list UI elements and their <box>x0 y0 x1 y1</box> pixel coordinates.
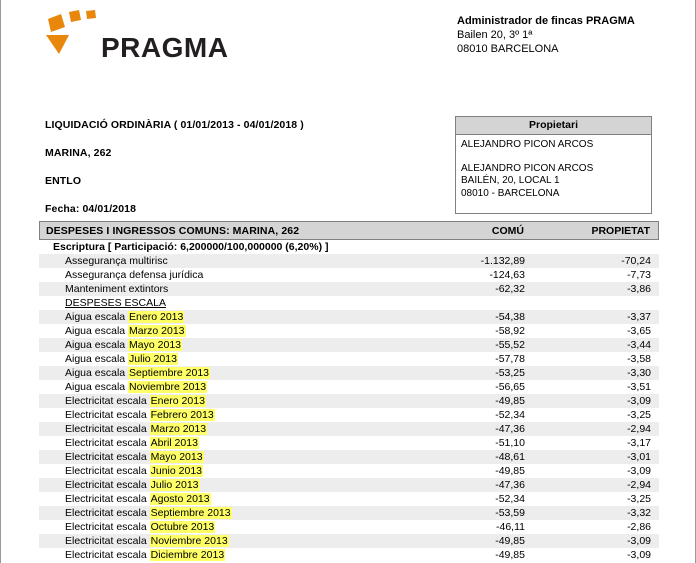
row-label-text: Electricitat escala <box>65 423 150 435</box>
row-label <box>39 549 421 561</box>
row-label-highlight: Marzo 2013 <box>150 423 207 435</box>
liquidation-date: Fecha: 04/01/2018 <box>45 203 137 215</box>
row-label <box>39 493 421 505</box>
table-row <box>39 282 659 296</box>
expenses-table-header <box>39 221 659 240</box>
row-label <box>39 437 421 449</box>
owner-name: ALEJANDRO PICON ARCOS <box>461 139 594 150</box>
administrator-address: Bailen 20, 3º 1ª <box>457 29 533 41</box>
row-value-propietat: -2,86 <box>627 521 651 533</box>
row-value-comu: -56,65 <box>495 381 525 393</box>
table-section-header <box>39 296 659 310</box>
row-value-comu: -53,59 <box>495 507 525 519</box>
expenses-rows <box>39 254 659 562</box>
row-label-highlight: Marzo 2013 <box>129 325 185 337</box>
row-label-text: Electricitat escala <box>65 535 150 547</box>
row-label <box>39 353 421 365</box>
table-row <box>39 352 659 366</box>
row-label: Manteniment extintors <box>65 283 169 295</box>
liquidation-info <box>45 118 304 230</box>
row-label-text: Aigua escala <box>65 339 129 351</box>
row-label-highlight: Agosto 2013 <box>150 493 210 505</box>
table-row <box>39 520 659 534</box>
row-value-propietat: -3,25 <box>627 409 651 421</box>
table-row <box>39 366 659 380</box>
row-label-text: Aigua escala <box>65 325 129 337</box>
row-value-comu: -48,61 <box>495 451 525 463</box>
column-header-propietat: PROPIETAT <box>591 224 650 237</box>
row-value-comu: -51,10 <box>495 437 525 449</box>
row-value-comu: -47,36 <box>495 479 525 491</box>
row-label-text: Aigua escala <box>65 353 129 365</box>
row-value-propietat: -70,24 <box>621 255 651 267</box>
row-label-highlight: Julio 2013 <box>129 353 177 365</box>
row-label: Assegurança multirisc <box>65 255 168 267</box>
administrator-name: Administrador de fincas PRAGMA <box>457 15 635 27</box>
row-value-propietat: -3,09 <box>627 549 651 561</box>
row-value-comu: -49,85 <box>495 549 525 561</box>
table-row <box>39 492 659 506</box>
row-value-comu: -58,92 <box>495 325 525 337</box>
row-value-comu: -47,36 <box>495 423 525 435</box>
row-value-comu: -124,63 <box>489 269 525 281</box>
row-label-text: Electricitat escala <box>65 409 150 421</box>
row-label-highlight: Mayo 2013 <box>129 339 181 351</box>
owner-street: BAILÉN, 20, LOCAL 1 <box>461 175 560 186</box>
table-row <box>39 534 659 548</box>
row-value-propietat: -3,44 <box>627 339 651 351</box>
table-row <box>39 464 659 478</box>
row-value-propietat: -3,37 <box>627 311 651 323</box>
row-label <box>39 465 421 477</box>
row-label-highlight: Septiembre 2013 <box>129 367 210 379</box>
row-label-highlight: Noviembre 2013 <box>129 381 207 393</box>
row-label <box>39 409 421 421</box>
row-value-propietat: -2,94 <box>627 479 651 491</box>
escriptura-label: Escriptura [ Participació: 6,200000/100,000000 (6,20%) ] <box>53 241 329 253</box>
row-label-text: Electricitat escala <box>65 521 150 533</box>
row-label: Assegurança defensa jurídica <box>65 269 204 281</box>
owner-box-body <box>456 135 651 213</box>
row-label-highlight: Julio 2013 <box>150 479 199 491</box>
table-row-escriptura <box>39 240 659 254</box>
row-label-text: Electricitat escala <box>65 451 150 463</box>
row-value-propietat: -2,94 <box>627 423 651 435</box>
liquidation-floor: ENTLO <box>45 175 82 187</box>
liquidation-address: MARINA, 262 <box>45 147 112 159</box>
table-row <box>39 436 659 450</box>
row-value-propietat: -3,25 <box>627 493 651 505</box>
table-row <box>39 338 659 352</box>
table-row <box>39 268 659 282</box>
section-label: DESPESES ESCALA <box>65 297 166 309</box>
row-label-highlight: Septiembre 2013 <box>150 507 231 519</box>
row-label-text: Electricitat escala <box>65 507 150 519</box>
administrator-city: 08010 BARCELONA <box>457 43 559 55</box>
row-value-propietat: -3,09 <box>627 535 651 547</box>
row-value-propietat: -7,73 <box>627 269 651 281</box>
row-value-propietat: -3,01 <box>627 451 651 463</box>
row-label-text: Electricitat escala <box>65 465 150 477</box>
liquidation-title: LIQUIDACIÓ ORDINÀRIA ( 01/01/2013 - 04/01/2018 ) <box>45 119 304 131</box>
row-value-propietat: -3,65 <box>627 325 651 337</box>
row-value-comu: -62,32 <box>495 283 525 295</box>
table-row <box>39 548 659 562</box>
row-label <box>39 479 421 491</box>
row-value-comu: -1.132,89 <box>480 255 525 267</box>
row-value-propietat: -3,09 <box>627 395 651 407</box>
row-value-propietat: -3,30 <box>627 367 651 379</box>
row-value-comu: -52,34 <box>495 493 525 505</box>
row-label <box>39 367 421 379</box>
row-label <box>39 311 421 323</box>
row-label-highlight: Mayo 2013 <box>150 451 203 463</box>
table-row <box>39 408 659 422</box>
row-label-highlight: Noviembre 2013 <box>150 535 228 547</box>
row-value-propietat: -3,32 <box>627 507 651 519</box>
row-value-comu: -53,25 <box>495 367 525 379</box>
row-label-highlight: Abril 2013 <box>150 437 198 449</box>
table-row <box>39 394 659 408</box>
row-label <box>39 521 421 533</box>
table-title: DESPESES I INGRESSOS COMUNS: MARINA, 262 <box>46 224 300 237</box>
owner-city: 08010 - BARCELONA <box>461 187 560 199</box>
table-row <box>39 422 659 436</box>
row-label-highlight: Diciembre 2013 <box>150 549 225 561</box>
row-label-highlight: Febrero 2013 <box>150 409 214 421</box>
row-label <box>39 339 421 351</box>
row-label <box>39 381 421 393</box>
row-value-comu: -55,52 <box>495 339 525 351</box>
table-row <box>39 380 659 394</box>
administrator-block <box>457 14 635 56</box>
row-value-comu: -52,34 <box>495 409 525 421</box>
row-label-text: Electricitat escala <box>65 437 150 449</box>
row-label <box>39 395 421 407</box>
row-label-text: Electricitat escala <box>65 479 150 491</box>
row-label <box>39 507 421 519</box>
row-label-text: Electricitat escala <box>65 395 150 407</box>
row-label-text: Aigua escala <box>65 381 129 393</box>
table-row <box>39 324 659 338</box>
row-label-highlight: Octubre 2013 <box>150 521 215 533</box>
row-value-propietat: -3,51 <box>627 381 651 393</box>
owner-box-header: Propietari <box>456 117 651 135</box>
row-value-comu: -46,11 <box>496 521 525 533</box>
owner-name-repeat: ALEJANDRO PICON ARCOS <box>461 162 594 174</box>
row-label-text: Electricitat escala <box>65 493 150 505</box>
expenses-table <box>39 221 659 562</box>
row-label-highlight: Enero 2013 <box>129 311 184 323</box>
row-value-propietat: -3,86 <box>627 283 651 295</box>
row-value-propietat: -3,09 <box>627 465 651 477</box>
table-row <box>39 506 659 520</box>
column-header-comu: COMÚ <box>491 224 524 237</box>
document-header <box>1 0 695 96</box>
row-value-comu: -49,85 <box>495 465 525 477</box>
row-label <box>39 325 421 337</box>
row-label-highlight: Enero 2013 <box>150 395 205 407</box>
row-label-text: Electricitat escala <box>65 549 150 561</box>
row-value-comu: -54,38 <box>495 311 525 323</box>
row-label-text: Aigua escala <box>65 311 129 323</box>
brand-logo <box>45 10 245 70</box>
pragma-logo-icon <box>45 10 99 54</box>
table-row <box>39 450 659 464</box>
row-label <box>39 535 421 547</box>
row-value-propietat: -3,58 <box>627 353 651 365</box>
row-label-text: Aigua escala <box>65 367 129 379</box>
table-row <box>39 254 659 268</box>
brand-name: PRAGMA <box>101 32 229 63</box>
row-label <box>39 423 421 435</box>
table-row <box>39 478 659 492</box>
row-label-highlight: Junio 2013 <box>150 465 203 477</box>
table-row <box>39 310 659 324</box>
row-value-propietat: -3,17 <box>627 437 651 449</box>
owner-box <box>455 116 652 214</box>
row-value-comu: -49,85 <box>495 395 525 407</box>
row-value-comu: -57,78 <box>495 353 525 365</box>
row-value-comu: -49,85 <box>495 535 525 547</box>
row-label <box>39 451 421 463</box>
